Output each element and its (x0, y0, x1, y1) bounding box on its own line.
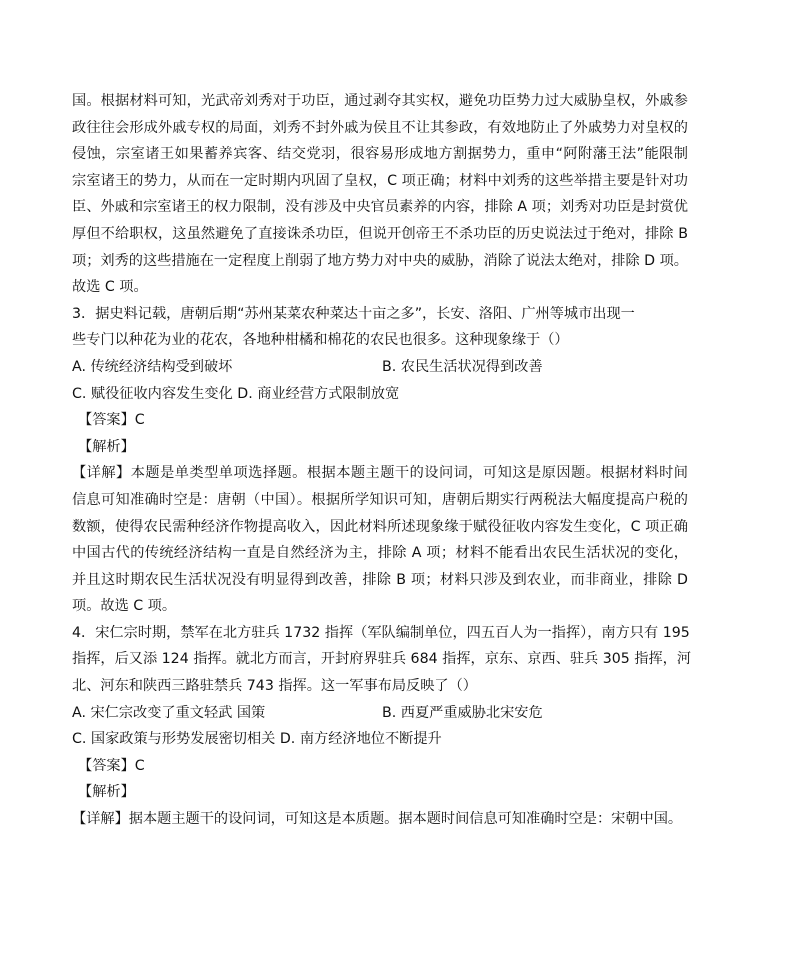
options-row-ab (72, 354, 688, 381)
detail-line: 信息可知准确时空是：唐朝（中国）。根据所学知识可知，唐朝后期实行两税法大幅度提高户税的 (72, 491, 688, 508)
detail-line: 并且这时期农民生活状况没有明显得到改善，排除 B 项；材料只涉及到农业，而非商业，排除 D (72, 571, 688, 588)
option-a: A. 宋仁宗改变了重文轻武 国策 (72, 704, 266, 721)
detail-line: 项。故选 C 项。 (72, 598, 177, 615)
text-line: 政往往会形成外戚专权的局面，刘秀不封外戚为侯且不让其参政，有效地防止了外戚势力对皇权的 (72, 119, 688, 136)
text-line: 项；刘秀的这些措施在一定程度上削弱了地方势力对中央的威胁，消除了说法太绝对，排除 D 项。 (72, 252, 688, 269)
detail-line: 【详解】据本题主题干的设问词，可知这是本质题。据本题时间信息可知准确时空是：宋朝中国。 (72, 811, 683, 828)
detail-line: 中国古代的传统经济结构一直是自然经济为主，排除 A 项；材料不能看出农民生活状况的变化， (72, 545, 688, 562)
answer-label: 【答案】C (78, 412, 145, 429)
option-a: A. 传统经济结构受到破坏 (72, 358, 233, 375)
option-b: B. 农民生活状况得到改善 (382, 358, 543, 375)
document-page (72, 88, 692, 833)
options-row-cd: C. 赋役征收内容发生变化 D. 商业经营方式限制放宽 (72, 385, 400, 402)
option-b: B. 西夏严重威胁北宋安危 (382, 704, 543, 721)
analysis-label: 【解析】 (78, 784, 135, 801)
options-row-cd: C. 国家政策与形势发展密切相关 D. 南方经济地位不断提升 (72, 731, 442, 748)
text-line: 国。根据材料可知，光武帝刘秀对于功臣，通过剥夺其实权，避免功臣势力过大威胁皇权，外戚参 (72, 93, 688, 109)
question-stem-line: 北、河东和陕西三路驻禁兵 743 指挥。这一军事布局反映了（） (72, 678, 477, 695)
question-stem-line: 3．据史料记载，唐朝后期“苏州某菜农种菜达十亩之多”，长安、洛阳、广州等城市出现一 (72, 305, 635, 322)
text-line: 侵蚀，宗室诸王如果蓄养宾客、结交党羽，很容易形成地方割据势力，重申“阿附藩王法”能限制 (72, 146, 688, 163)
question-stem-line: 4．宋仁宗时期，禁军在北方驻兵 1732 指挥（军队编制单位，四五百人为一指挥），南方只有 195 (72, 624, 690, 641)
text-line: 故选 C 项。 (72, 279, 148, 296)
text-line: 厚但不给职权，这虽然避免了直接诛杀功臣，但说开创帝王不杀功臣的历史说法过于绝对，排除 B (72, 225, 688, 242)
text-line: 臣、外戚和宗室诸王的权力限制，没有涉及中央官员素养的内容，排除 A 项；刘秀对功臣是封赏优 (72, 199, 688, 216)
detail-line: 数额，使得农民需种经济作物提高收入，因此材料所述现象缘于赋役征收内容发生变化，C 项正确 (72, 518, 688, 535)
question-3 (72, 301, 688, 620)
question-stem-line: 指挥，后又添 124 指挥。就北方而言，开封府界驻兵 684 指挥，京东、京西、驻兵 305 指挥，河 (72, 651, 692, 668)
answer-label: 【答案】C (78, 757, 145, 774)
detail-line: 【详解】本题是单类型单项选择题。根据本题主题干的设问词，可知这是原因题。根据材料时间 (72, 465, 688, 482)
question-4 (72, 620, 692, 833)
question-stem-line: 些专门以种花为业的花农，各地种柑橘和棉花的农民也很多。这种现象缘于（） (72, 332, 569, 349)
intro-paragraph (72, 88, 688, 301)
options-row-ab (72, 700, 688, 727)
text-line: 宗室诸王的势力，从而在一定时期内巩固了皇权，C 项正确；材料中刘秀的这些举措主要是针对功 (72, 172, 688, 189)
analysis-label: 【解析】 (78, 438, 135, 455)
